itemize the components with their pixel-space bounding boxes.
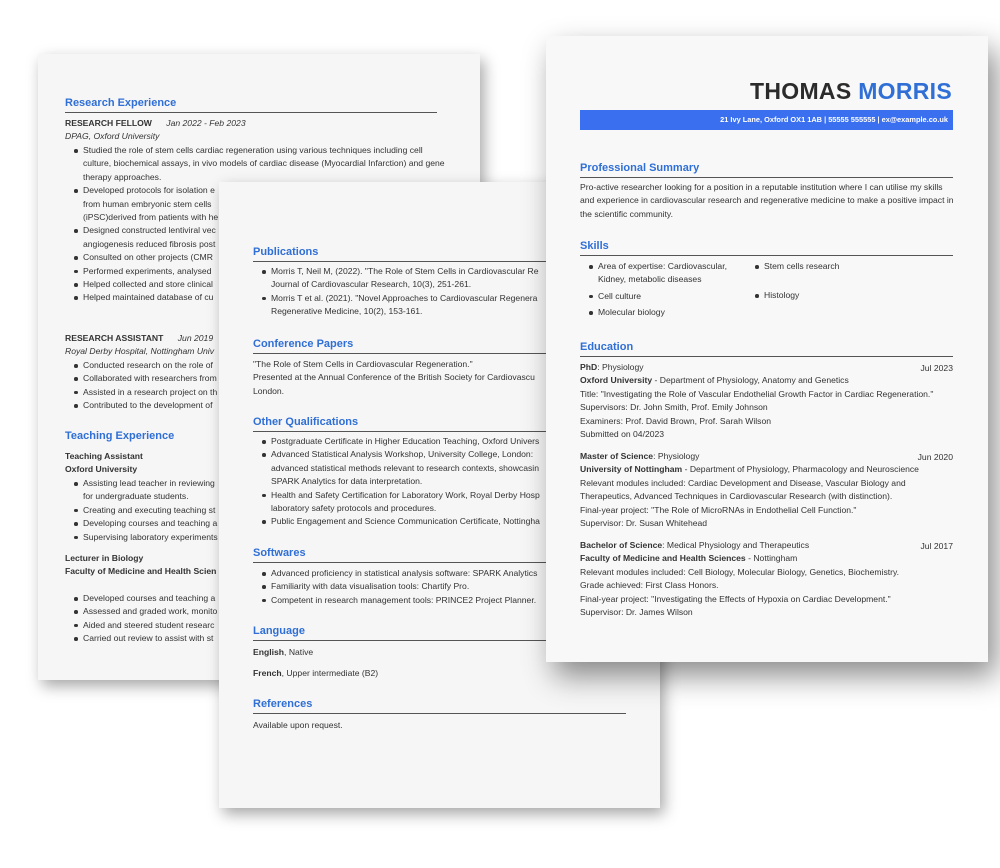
list-item: Supervising laboratory experiments <box>65 531 218 544</box>
skill-item: Area of expertise: Cardiovascular, Kidney, metabolic diseases <box>580 260 740 287</box>
list-item: Morris T, Neil M, (2022). "The Role of Stem Cells in Cardiovascular Re <box>253 265 538 278</box>
publications-heading: Publications <box>253 246 319 258</box>
references-heading: References <box>253 698 313 710</box>
job-title: RESEARCH ASSISTANT <box>65 333 164 343</box>
first-name: THOMAS <box>750 78 852 104</box>
list-item: Postgraduate Certificate in Higher Education Teaching, Oxford Univers <box>253 435 540 448</box>
conference-paper-venue: Presented at the Annual Conference of the British Society for Cardiovascu <box>253 372 535 382</box>
education-degree: Master of Science: Physiology <box>580 451 700 461</box>
education-detail: Supervisor: Dr. Susan Whitehead <box>580 518 708 528</box>
skill-item: Molecular biology <box>580 306 740 319</box>
job-title: RESEARCH FELLOW <box>65 118 152 128</box>
contact-details: 21 Ivy Lane, Oxford OX1 1AB | 55555 555555 | ex@example.co.uk <box>720 115 948 124</box>
education-date: Jul 2017 <box>920 541 953 551</box>
teaching-experience-heading: Teaching Experience <box>65 430 175 442</box>
list-item-continuation: for undergraduate students. <box>83 491 189 502</box>
language-french: French, Upper intermediate (B2) <box>253 668 379 678</box>
job-organisation: Royal Derby Hospital, Nottingham Univ <box>65 346 215 356</box>
list-item: Advanced proficiency in statistical analysis software: SPARK Analytics <box>253 567 537 580</box>
job-organisation: DPAG, Oxford University <box>65 131 160 141</box>
job-duties-list <box>65 359 217 413</box>
skill-item: Cell culture <box>580 290 740 303</box>
education-institution: Faculty of Medicine and Health Sciences - Nottingham <box>580 553 798 563</box>
list-item: Public Engagement and Science Communication Certificate, Nottingha <box>253 515 540 528</box>
list-item: Conducted research on the role of <box>65 359 217 372</box>
research-experience-heading: Research Experience <box>65 97 177 109</box>
education-detail: Examiners: Prof. David Brown, Prof. Sarah Wilson <box>580 416 772 426</box>
section-divider <box>580 255 953 256</box>
list-item: Morris T et al. (2021). "Novel Approaches to Cardiovascular Regenera <box>253 292 538 305</box>
teaching-duties-list <box>65 592 217 646</box>
publications-list <box>253 265 538 319</box>
conference-paper-title: "The Role of Stem Cells in Cardiovascular Regeneration." <box>253 359 473 369</box>
education-detail: Therapeutics, Advanced Techniques in Cardiovascular Research (with distinction). <box>580 491 893 501</box>
education-date: Jul 2023 <box>920 363 953 373</box>
education-institution: University of Nottingham - Department of Physiology, Pharmacology and Neuroscience <box>580 464 919 474</box>
list-item: Familiarity with data visualisation tools: Chartify Pro. <box>253 580 537 593</box>
list-item: Assessed and graded work, monito <box>65 605 217 618</box>
skills-list-left <box>580 260 740 320</box>
list-item: Developed protocols for isolation e <box>65 184 445 197</box>
list-item-continuation: SPARK Analytics for data interpretation. <box>271 476 423 487</box>
education-detail: Submitted on 04/2023 <box>580 429 665 439</box>
list-item: Developed courses and teaching a <box>65 592 217 605</box>
list-item: Helped collected and store clinical <box>65 278 445 291</box>
list-item: Helped maintained database of cu <box>65 291 445 304</box>
job-entry-header <box>65 332 213 345</box>
list-item-continuation: advanced statistical methods relevant to research contexts, showcasin <box>271 462 539 473</box>
last-name: MORRIS <box>858 78 952 104</box>
education-detail: Supervisor: Dr. James Wilson <box>580 607 693 617</box>
list-item: Assisted in a research project on th <box>65 386 217 399</box>
education-detail: Grade achieved: First Class Honors. <box>580 580 719 590</box>
section-divider <box>580 177 953 178</box>
education-detail: Title: "Investigating the Role of Vascular Endothelial Growth Factor in Cardiac Regeneration." <box>580 389 934 399</box>
softwares-heading: Softwares <box>253 547 306 559</box>
section-divider <box>253 713 626 714</box>
list-item: Studied the role of stem cells cardiac regeneration using various techniques including cell culture, biochemical assays, in vivo models of cardiac disease (Myocardial Infarction) and gene therapy approaches. <box>65 144 445 184</box>
education-detail: Relevant modules included: Cardiac Development and Disease, Vascular Biology and <box>580 478 906 488</box>
conference-paper-location: London. <box>253 386 285 396</box>
teaching-organisation: Oxford University <box>65 464 138 474</box>
list-item: Developing courses and teaching a <box>65 517 218 530</box>
list-item: Aided and steered student researc <box>65 619 217 632</box>
teaching-role: Teaching Assistant <box>65 451 143 461</box>
skills-heading: Skills <box>580 240 609 252</box>
list-item-continuation: Regenerative Medicine, 10(2), 153-161. <box>271 306 423 317</box>
language-heading: Language <box>253 625 305 637</box>
education-detail: Supervisors: Dr. John Smith, Prof. Emily Johnson <box>580 402 768 412</box>
education-heading: Education <box>580 341 634 353</box>
teaching-duties-list <box>65 477 218 544</box>
education-detail: Final-year project: "The Role of MicroRNAs in Endothelial Cell Function." <box>580 505 857 515</box>
qualifications-list <box>253 435 540 529</box>
summary-text: Pro-active researcher looking for a position in a reputable institution where I can utilise my skills and experience in cardiovascular research and regenerative medicine to make a positive impact in the scientific community. <box>580 182 954 219</box>
job-dates: Jan 2022 - Feb 2023 <box>166 118 246 128</box>
references-text: Available upon request. <box>253 720 343 730</box>
list-item-continuation: Journal of Cardiovascular Research, 10(3), 251-261. <box>271 279 472 290</box>
list-item: Carried out review to assist with st <box>65 632 217 645</box>
education-detail: Final-year project: "Investigating the Effects of Hypoxia on Cardiac Development." <box>580 594 891 604</box>
teaching-organisation: Faculty of Medicine and Health Scien <box>65 566 217 576</box>
job-entry-header <box>65 117 246 130</box>
list-item-continuation: angiogenesis reduced fibrosis post <box>83 238 216 249</box>
list-item: Advanced Statistical Analysis Workshop, University College, London: <box>253 448 540 461</box>
professional-summary-heading: Professional Summary <box>580 162 700 174</box>
list-item-continuation: from human embryonic stem cells <box>83 198 212 209</box>
language-english: English, Native <box>253 647 314 657</box>
software-list <box>253 567 537 607</box>
section-divider <box>580 356 953 357</box>
list-item: Creating and executing teaching st <box>65 504 218 517</box>
list-item: Contributed to the development of <box>65 399 217 412</box>
list-item: Consulted on other projects (CMR <box>65 251 445 264</box>
candidate-name <box>750 78 952 105</box>
contact-bar <box>580 110 953 130</box>
education-date: Jun 2020 <box>917 452 953 462</box>
skill-item: Histology <box>746 289 839 302</box>
job-dates: Jun 2019 <box>177 333 214 343</box>
teaching-role: Lecturer in Biology <box>65 553 144 563</box>
education-institution: Oxford University - Department of Physiology, Anatomy and Genetics <box>580 375 849 385</box>
list-item-continuation: (iPSC)derived from patients with he <box>83 212 219 223</box>
list-item: Competent in research management tools: PRINCE2 Project Planner. <box>253 594 537 607</box>
conference-papers-heading: Conference Papers <box>253 338 354 350</box>
list-item-continuation: laboratory safety protocols and procedures. <box>271 503 437 514</box>
skills-list-right <box>746 260 839 303</box>
education-degree: PhD: Physiology <box>580 362 644 372</box>
list-item: Assisting lead teacher in reviewing <box>65 477 218 490</box>
education-degree: Bachelor of Science: Medical Physiology and Therapeutics <box>580 540 810 550</box>
list-item: Designed constructed lentiviral vec <box>65 224 445 237</box>
resume-page-summary <box>546 36 988 662</box>
list-item: Performed experiments, analysed <box>65 265 445 278</box>
education-detail: Relevant modules included: Cell Biology, Molecular Biology, Genetics, Biochemistry. <box>580 567 900 577</box>
list-item: Health and Safety Certification for Laboratory Work, Royal Derby Hosp <box>253 489 540 502</box>
other-qualifications-heading: Other Qualifications <box>253 416 359 428</box>
list-item: Collaborated with researchers from <box>65 372 217 385</box>
section-divider <box>65 112 437 113</box>
skill-item: Stem cells research <box>746 260 839 273</box>
